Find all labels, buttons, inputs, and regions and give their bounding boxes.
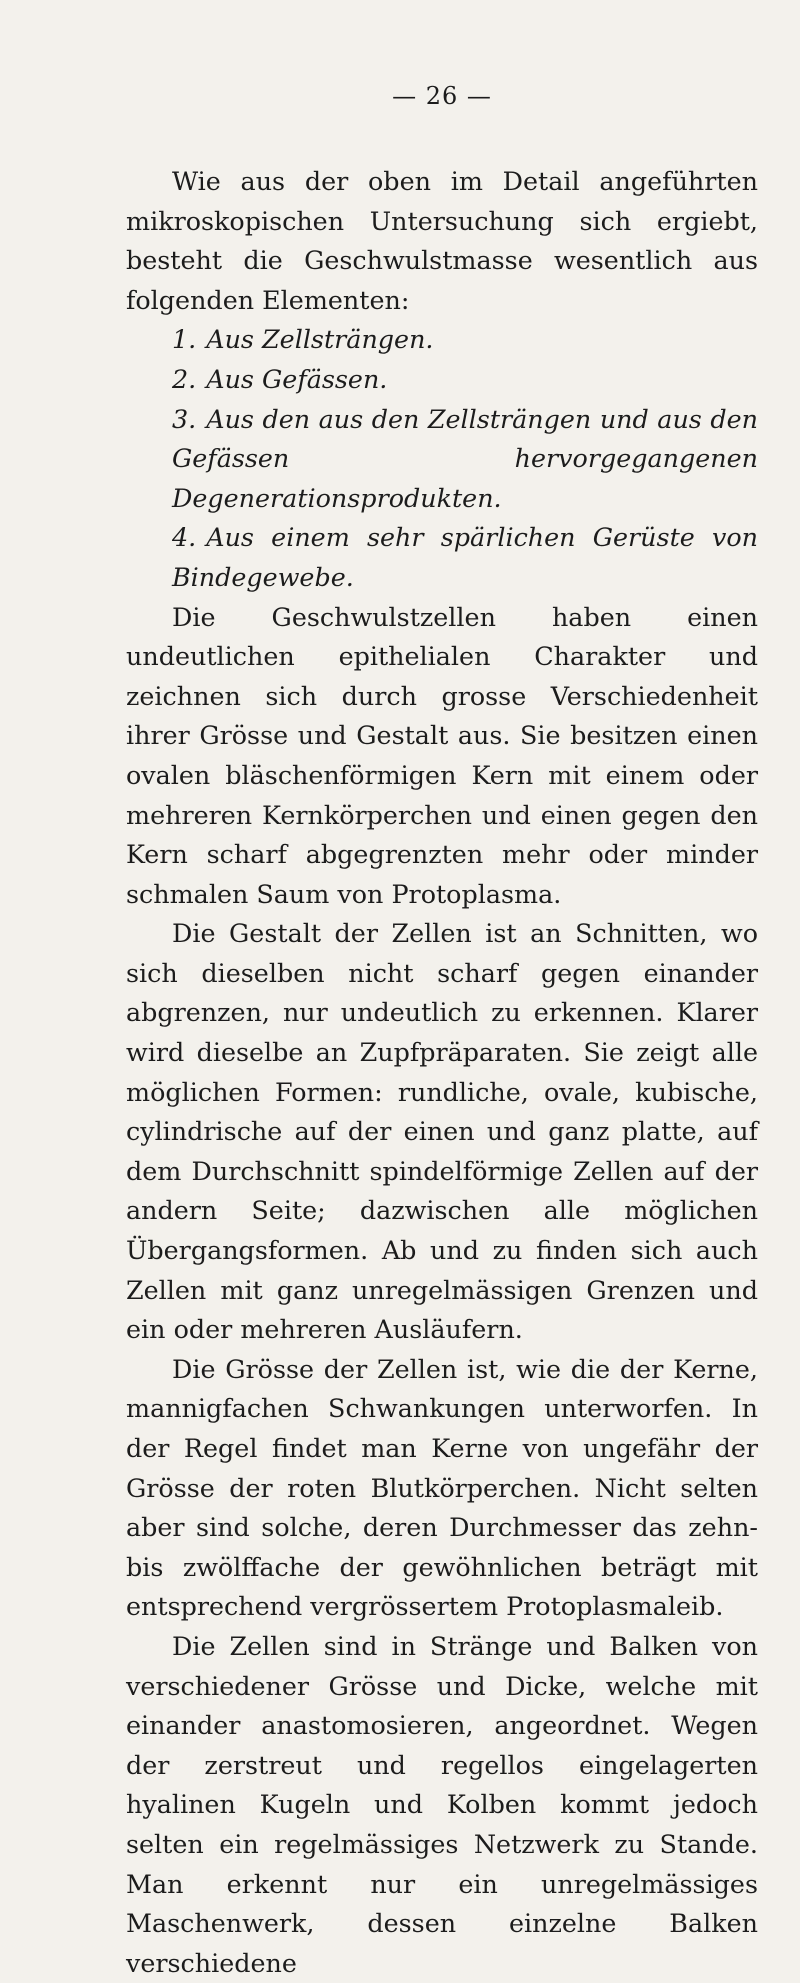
page-number: — 26 — [392, 82, 492, 110]
body-text [126, 162, 758, 1983]
body-paragraph: Die Grösse der Zellen ist, wie die der Kerne, mannigfachen Schwankungen unterworfen. In der Regel findet man Kerne von ungefähr der Grösse der roten Blutkörperchen. Nicht selten aber sind solche, deren Durchmesser das zehn- bis zwölffache der gewöhnlichen beträgt mit entsprechend vergrössertem Protoplasmaleib. [126, 1353, 758, 1622]
intro-paragraph: Wie aus der oben im Detail angeführten mikroskopischen Untersuchung sich ergiebt, besteht die Geschwulstmasse wesentlich aus folgenden Elementen: [126, 166, 758, 315]
list-number: 2. [172, 363, 197, 394]
body-paragraph: Die Gestalt der Zellen ist an Schnitten, wo sich dieselben nicht scharf gegen einander abgrenzen, nur undeutlich zu erkennen. Klarer wird dieselbe an Zupfpräparaten. Sie zeigt alle möglichen Formen: rundliche, ovale, kubische, cylindrische auf der einen und ganz platte, auf dem Durchschnitt spindelförmige Zellen auf der andern Seite; dazwischen alle möglichen Übergangsformen. Ab und zu finden sich auch Zellen mit ganz unregelmässigen Grenzen und ein oder mehreren Ausläufern. [126, 918, 758, 1345]
list-text: Aus einem sehr spärlichen Gerüste von Bindegewebe. [172, 522, 758, 592]
list-number: 3. [172, 403, 197, 434]
body-paragraph: Die Geschwulstzellen haben einen undeutlichen epithelialen Charakter und zeichnen sich durch grosse Verschiedenheit ihrer Grösse und Gestalt aus. Sie besitzen einen ovalen bläschenförmigen Kern mit einem oder mehreren Kernkörperchen und einen gegen den Kern scharf abgegrenzten mehr oder minder schmalen Saum von Protoplasma. [126, 601, 758, 909]
list-item [126, 400, 758, 519]
list-text: Aus den aus den Zellsträngen und aus den Gefässen hervorgegangenen Degenerationsprodukten. [172, 403, 758, 513]
list-text: Aus Gefässen. [206, 363, 388, 394]
body-paragraph: Die Zellen sind in Stränge und Balken von verschiedener Grösse und Dicke, welche mit einander anastomosieren, angeordnet. Wegen der zerstreut und regellos eingelagerten hyalinen Kugeln und Kolben kommt jedoch selten ein regelmässiges Netzwerk zu Stande. Man erkennt nur ein unregelmässiges Maschenwerk, dessen einzelne Balken verschiedene [126, 1630, 758, 1978]
element-list [126, 320, 758, 597]
list-item [126, 320, 758, 360]
list-text: Aus Zellsträngen. [206, 324, 434, 355]
list-item [126, 360, 758, 400]
list-number: 1. [172, 324, 197, 355]
list-number: 4. [172, 522, 197, 553]
list-item [126, 518, 758, 597]
